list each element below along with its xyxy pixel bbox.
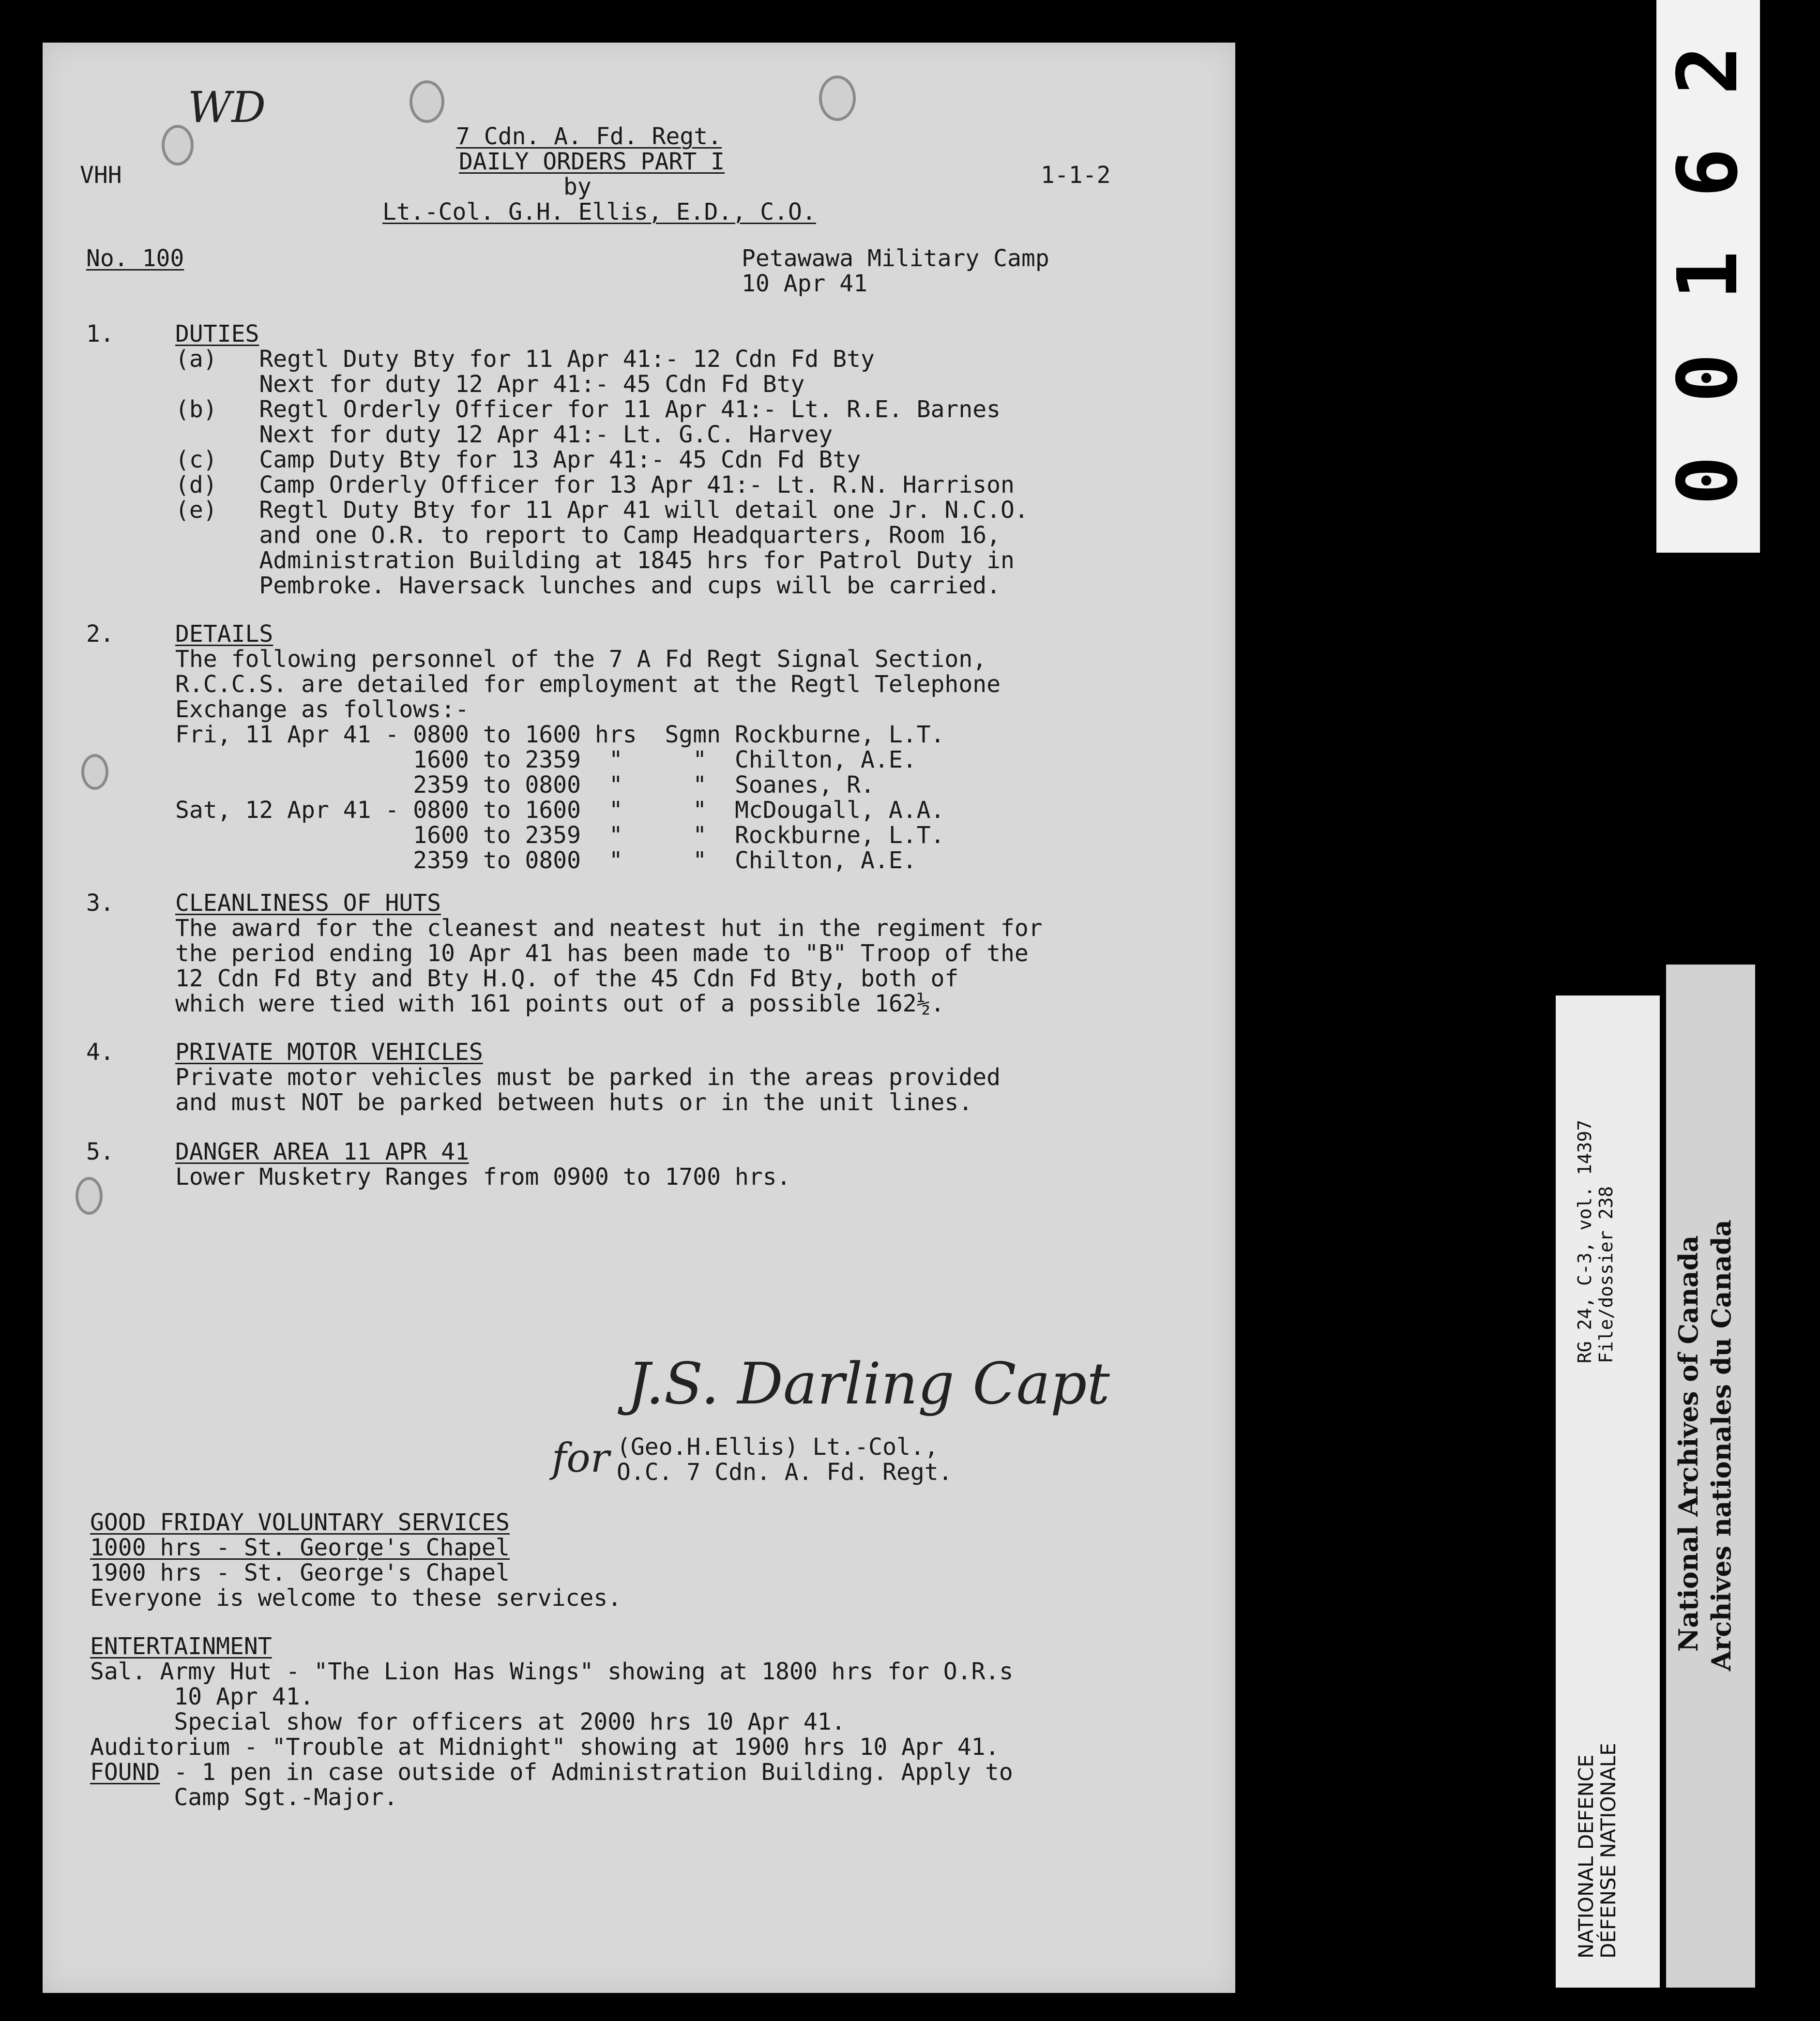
signature-title: O.C. 7 Cdn. A. Fd. Regt.	[617, 1459, 953, 1486]
roster-line: Fri, 11 Apr 41 - 0800 to 1600 hrs Sgmn Rockburne, L.T.	[175, 721, 945, 748]
department-en: NATIONAL DEFENCE	[1574, 1754, 1598, 1959]
punch-hole	[819, 75, 856, 121]
page-reference: 1-1-2	[1041, 162, 1111, 189]
punch-hole	[76, 1177, 103, 1215]
archive-digit: 0	[1660, 353, 1756, 403]
section-line: Lower Musketry Ranges from 0900 to 1700 hrs.	[175, 1163, 791, 1191]
roster-line: Sat, 12 Apr 41 - 0800 to 1600 " " McDougall, A.A.	[175, 797, 945, 824]
section-number: 4.	[86, 1039, 114, 1066]
archives-name-fr: Archives nationales du Canada	[1706, 1220, 1737, 1671]
found-line: Camp Sgt.-Major.	[90, 1784, 398, 1811]
entertainment-line: 10 Apr 41.	[90, 1683, 314, 1710]
archive-digit: 6	[1660, 148, 1756, 198]
services-line: 1900 hrs - St. George's Chapel	[90, 1559, 510, 1586]
section-line: The following personnel of the 7 A Fd Regt Signal Section,	[175, 646, 987, 673]
unit-name: 7 Cdn. A. Fd. Regt.	[456, 123, 722, 150]
section-number: 5.	[86, 1138, 114, 1165]
found-line: - 1 pen in case outside of Administration Building. Apply to	[160, 1759, 1013, 1786]
section-line: Pembroke. Haversack lunches and cups will be carried.	[175, 572, 1001, 599]
archive-reference-label	[1556, 995, 1660, 1988]
entertainment-line: Auditorium - "Trouble at Midnight" showing at 1900 hrs 10 Apr 41.	[90, 1734, 1000, 1761]
entertainment-heading: ENTERTAINMENT	[90, 1633, 272, 1660]
file-code: VHH	[80, 162, 122, 189]
section-line: Administration Building at 1845 hrs for Patrol Duty in	[175, 547, 1015, 574]
section-line: (b) Regtl Orderly Officer for 11 Apr 41:- Lt. R.E. Barnes	[175, 396, 1001, 423]
section-line: and must NOT be parked between huts or in the unit lines.	[175, 1089, 973, 1116]
roster-line: 1600 to 2359 " " Rockburne, L.T.	[175, 822, 945, 849]
section-heading: DUTIES	[175, 320, 259, 347]
by-line: by	[563, 173, 592, 200]
section-line: which were tied with 161 points out of a possible 162½.	[175, 990, 945, 1017]
commander-line: Lt.-Col. G.H. Ellis, E.D., C.O.	[382, 198, 816, 226]
punch-hole	[81, 754, 108, 790]
archive-digit: 1	[1660, 250, 1756, 301]
services-line: 1000 hrs - St. George's Chapel	[90, 1534, 510, 1561]
roster-line: 2359 to 0800 " " Chilton, A.E.	[175, 847, 917, 874]
services-heading: GOOD FRIDAY VOLUNTARY SERVICES	[90, 1509, 510, 1536]
handwritten-mark: WD	[188, 82, 266, 132]
section-line: and one O.R. to report to Camp Headquarters, Room 16,	[175, 522, 1001, 549]
section-heading: DETAILS	[175, 620, 273, 648]
section-line: (e) Regtl Duty Bty for 11 Apr 41 will detail one Jr. N.C.O.	[175, 497, 1029, 524]
reference-line: File/dossier 238	[1595, 1186, 1617, 1363]
section-number: 2.	[86, 620, 114, 648]
handwritten-for: for	[552, 1435, 609, 1481]
section-line: Exchange as follows:-	[175, 696, 469, 723]
section-line: (c) Camp Duty Bty for 13 Apr 41:- 45 Cdn Fd Bty	[175, 446, 861, 473]
section-heading: PRIVATE MOTOR VEHICLES	[175, 1039, 483, 1066]
section-heading: CLEANLINESS OF HUTS	[175, 890, 441, 917]
services-line: Everyone is welcome to these services.	[90, 1584, 622, 1612]
archive-digit: 0	[1660, 455, 1756, 506]
section-line: (d) Camp Orderly Officer for 13 Apr 41:- Lt. R.N. Harrison	[175, 471, 1015, 498]
section-line: Next for duty 12 Apr 41:- Lt. G.C. Harvey	[175, 421, 833, 448]
section-heading: DANGER AREA 11 APR 41	[175, 1138, 469, 1165]
section-line: (a) Regtl Duty Bty for 11 Apr 41:- 12 Cdn Fd Bty	[175, 346, 875, 373]
section-line: The award for the cleanest and neatest hut in the regiment for	[175, 915, 1043, 942]
section-line: Private motor vehicles must be parked in the areas provided	[175, 1064, 1001, 1091]
section-number: 3.	[86, 890, 114, 917]
archives-name-en: National Archives of Canada	[1673, 1235, 1704, 1652]
signature-name: (Geo.H.Ellis) Lt.-Col.,	[617, 1433, 939, 1461]
section-number: 1.	[86, 320, 114, 347]
entertainment-line: Special show for officers at 2000 hrs 10 Apr 41.	[90, 1708, 846, 1735]
order-number: No. 100	[86, 245, 184, 272]
archive-name-label	[1666, 965, 1755, 1988]
archive-number-strip	[1656, 0, 1760, 553]
location: Petawawa Military Camp	[742, 245, 1049, 272]
section-line: R.C.C.S. are detailed for employment at the Regtl Telephone	[175, 671, 1001, 698]
punch-hole	[410, 80, 444, 123]
reference-line: RG 24, C-3, vol. 14397	[1574, 1119, 1595, 1363]
section-line: the period ending 10 Apr 41 has been made to "B" Troop of the	[175, 940, 1029, 967]
roster-line: 1600 to 2359 " " Chilton, A.E.	[175, 746, 917, 773]
section-line: Next for duty 12 Apr 41:- 45 Cdn Fd Bty	[175, 371, 805, 398]
orders-title: DAILY ORDERS PART I	[459, 148, 725, 175]
found-label: FOUND	[90, 1759, 160, 1786]
archive-digit: 2	[1660, 45, 1756, 95]
department-fr: DÉFENSE NATIONALE	[1596, 1743, 1620, 1959]
entertainment-line: Sal. Army Hut - "The Lion Has Wings" showing at 1800 hrs for O.R.s	[90, 1658, 1014, 1685]
section-line: 12 Cdn Fd Bty and Bty H.Q. of the 45 Cdn Fd Bty, both of	[175, 965, 959, 992]
roster-line: 2359 to 0800 " " Soanes, R.	[175, 771, 875, 799]
handwritten-signature: J.S. Darling Capt	[627, 1350, 1110, 1417]
order-date: 10 Apr 41	[742, 270, 868, 297]
